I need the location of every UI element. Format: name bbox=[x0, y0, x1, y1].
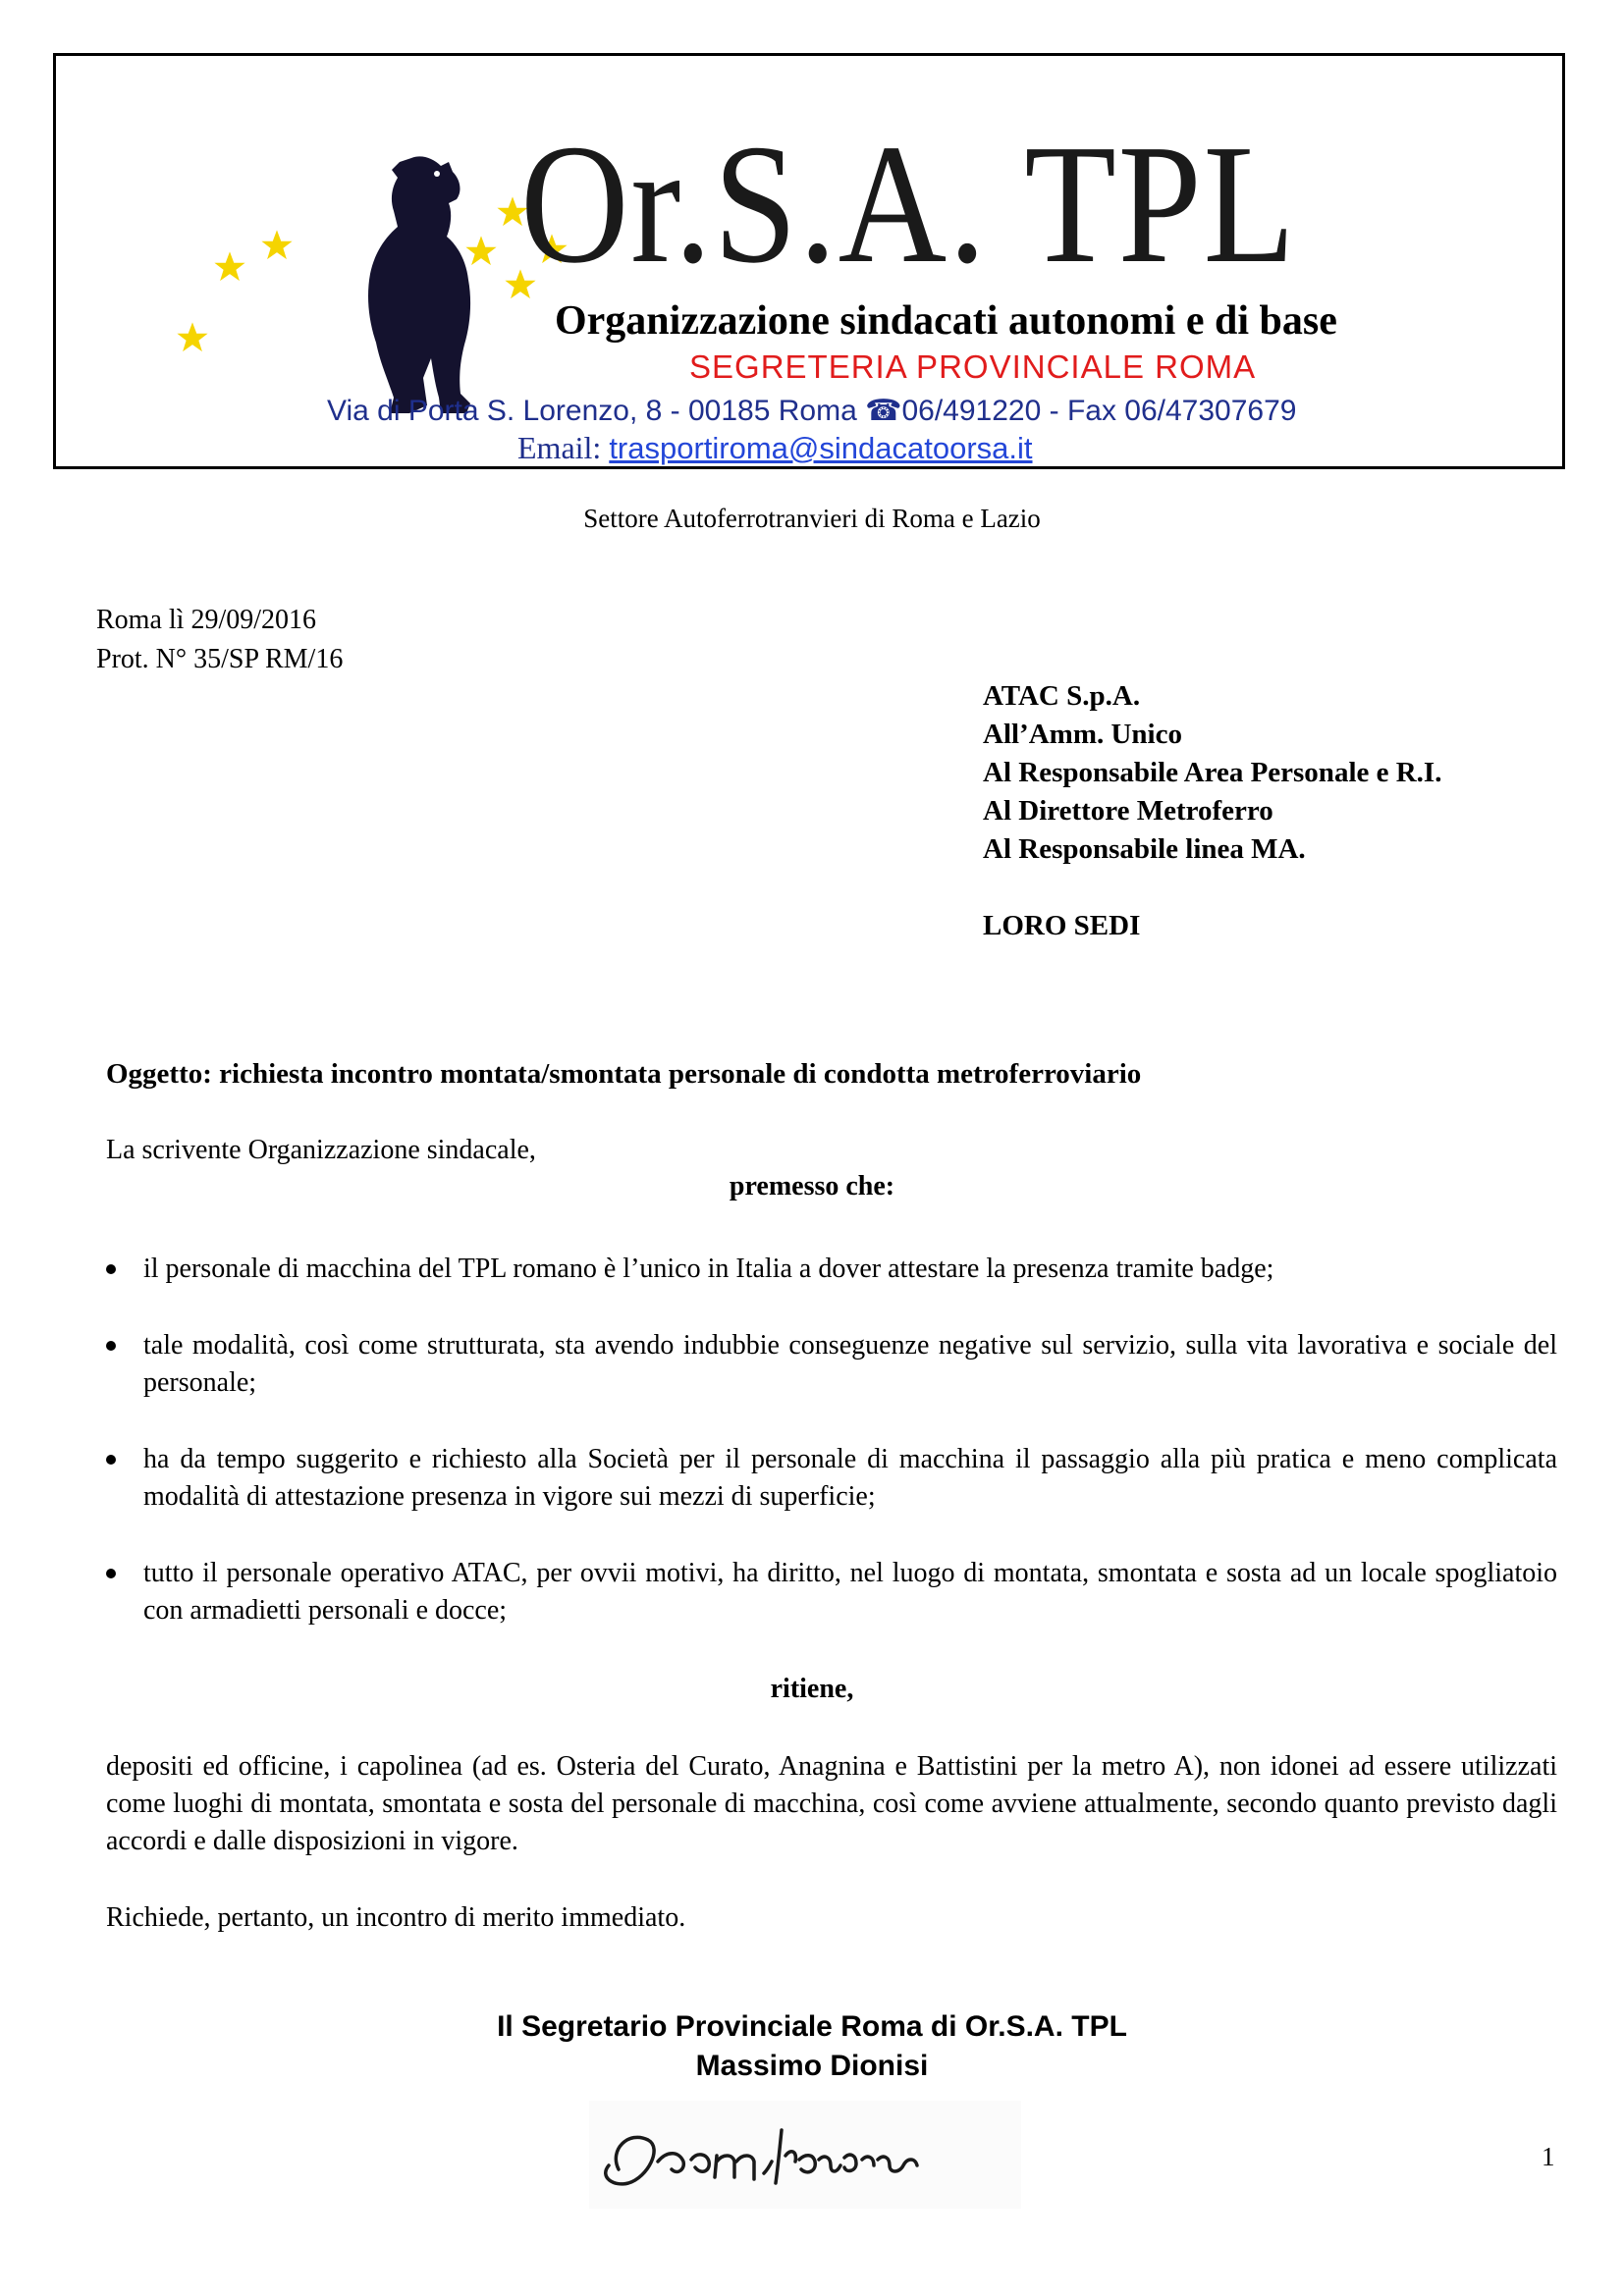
list-item bbox=[106, 1441, 1557, 1516]
list-item-text: tutto il personale operativo ATAC, per ovvii motivi, ha diritto, nel luogo di montata, smontata e sosta ad un locale spogliatoio con armadietti personali e docce; bbox=[143, 1558, 1557, 1626]
recipient: ATAC S.p.A. bbox=[983, 680, 1141, 712]
letterhead bbox=[53, 53, 1565, 469]
recipients-block bbox=[983, 677, 1441, 945]
brand-name: Or.S.A. TPL bbox=[520, 109, 1297, 298]
sector-line: Settore Autoferrotranvieri di Roma e Lazio bbox=[583, 504, 1041, 533]
bullet-icon bbox=[106, 1569, 116, 1578]
date-line: Roma lì 29/09/2016 bbox=[96, 605, 316, 635]
star-icon bbox=[176, 321, 209, 354]
signatory-role: Il Segretario Provinciale Roma di Or.S.A. TPL bbox=[497, 2010, 1127, 2043]
premesso-heading: premesso che: bbox=[729, 1171, 895, 1201]
list-item-text: il personale di macchina del TPL romano è l’unico in Italia a dover attestare la presenza tramite badge; bbox=[143, 1254, 1274, 1284]
bullet-icon bbox=[106, 1264, 116, 1274]
email-link[interactable]: trasportiroma@sindacatoorsa.it bbox=[609, 431, 1033, 465]
request-paragraph: Richiede, pertanto, un incontro di merito immediato. bbox=[106, 1902, 686, 1933]
list-item-text: tale modalità, così come strutturata, sta avendo indubbie conseguenze negative sul servizio, sulla vita lavorativa e sociale del personale; bbox=[143, 1330, 1557, 1398]
signatory-name: Massimo Dionisi bbox=[695, 2050, 929, 2082]
star-icon bbox=[213, 250, 246, 284]
list-item bbox=[106, 1251, 1557, 1288]
bear-icon bbox=[351, 152, 478, 419]
bullet-icon bbox=[106, 1455, 116, 1465]
email-label: Email: bbox=[517, 430, 610, 465]
recipient: Al Responsabile linea MA. bbox=[983, 833, 1306, 865]
recipient: Al Direttore Metroferro bbox=[983, 795, 1273, 827]
star-icon bbox=[260, 229, 294, 262]
page-number: 1 bbox=[1542, 2142, 1555, 2171]
brand-address: Via di Porta S. Lorenzo, 8 - 00185 Roma ☎06/491220 - Fax 06/47307679 bbox=[327, 395, 1297, 427]
premises-list bbox=[106, 1251, 1557, 1629]
recipients-closing: LORO SEDI bbox=[983, 910, 1141, 941]
handwritten-signature bbox=[589, 2101, 1021, 2209]
ritiene-heading: ritiene, bbox=[770, 1674, 854, 1704]
subject-line: Oggetto: richiesta incontro montata/smontata personale di condotta metroferroviario bbox=[106, 1058, 1142, 1090]
brand-office: SEGRETERIA PROVINCIALE ROMA bbox=[689, 348, 1257, 385]
intro-paragraph: La scrivente Organizzazione sindacale, bbox=[106, 1135, 536, 1165]
list-item bbox=[106, 1555, 1557, 1629]
recipient: All’Amm. Unico bbox=[983, 719, 1182, 750]
brand-email bbox=[517, 430, 1033, 466]
document-meta bbox=[96, 601, 343, 679]
list-item bbox=[106, 1327, 1557, 1402]
conclusion-paragraph: depositi ed officine, i capolinea (ad es. Osteria del Curato, Anagnina e Battistini per la metro A), non idonei ad essere utilizzati come luoghi di montata, smontata e sosta del personale di macchina, così come avviene attualmente, secondo quanto previsto dagli accordi e dalle disposizioni in vigore. bbox=[106, 1751, 1557, 1856]
protocol-number: Prot. N° 35/SP RM/16 bbox=[96, 644, 344, 674]
recipient: Al Responsabile Area Personale e R.I. bbox=[983, 757, 1442, 788]
bullet-icon bbox=[106, 1341, 116, 1351]
brand-subtitle: Organizzazione sindacati autonomi e di base bbox=[555, 298, 1337, 344]
list-item-text: ha da tempo suggerito e richiesto alla Società per il personale di macchina il passaggio alla più pratica e meno complicata modalità di attestazione presenza in vigore sui mezzi di superficie; bbox=[143, 1444, 1557, 1512]
